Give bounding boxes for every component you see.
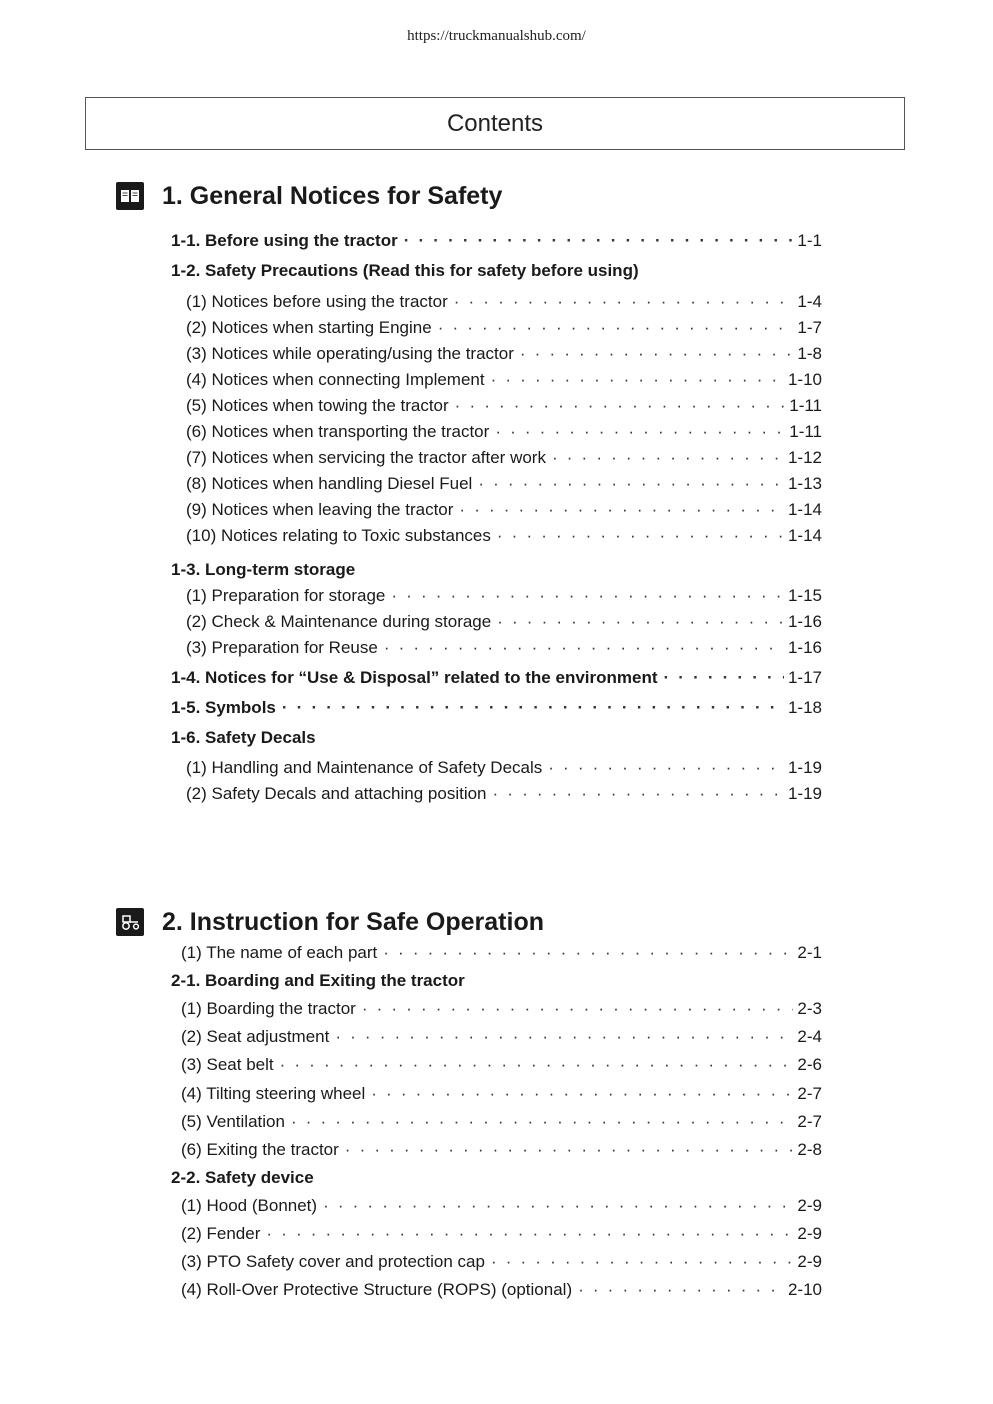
toc-entry-label: 1-2. Safety Precautions (Read this for safety before using) [171,261,639,280]
toc-entry [181,1224,822,1244]
toc-entry-label: (3) Seat belt [181,1055,274,1074]
toc-entry [181,1252,822,1272]
dot-leader [438,318,794,338]
dot-leader [323,1196,793,1216]
dot-leader [384,638,784,658]
toc-page-number: 2-10 [787,1279,822,1299]
toc-entry-label: (5) Notices when towing the tractor [186,395,449,415]
toc-page-number: 1-7 [797,317,822,337]
section-heading [116,904,836,940]
dot-leader [335,1027,793,1047]
toc-entry-label: (7) Notices when servicing the tractor after work [186,447,546,467]
toc-entry-label: (4) Notices when connecting Implement [186,369,485,389]
toc-page-number: 2-9 [797,1195,822,1215]
toc-page-number: 1-11 [789,395,822,415]
dot-leader [280,1055,794,1075]
toc-entry [186,586,822,606]
dot-leader [391,586,784,606]
toc-section-entry [171,698,822,718]
toc-entry-label: (3) Preparation for Reuse [186,637,378,657]
toc-page-number: 2-9 [797,1251,822,1271]
dot-leader [282,698,784,718]
section-heading [116,178,836,214]
toc-section-entry [171,1168,314,1188]
toc-page-number: 2-8 [797,1139,822,1159]
dot-leader [371,1084,793,1104]
toc-entry-label: (1) The name of each part [181,943,378,962]
toc-page-number: 1-14 [787,499,822,519]
dot-leader [664,668,784,688]
dot-leader [266,1224,793,1244]
toc-entry [181,1112,822,1132]
toc-entry [181,999,822,1019]
toc-entry [186,292,822,312]
contents-title: Contents [446,109,544,137]
toc-entry [181,1084,822,1104]
toc-entry-label: (2) Fender [181,1223,261,1243]
toc-entry [181,1140,822,1160]
toc-page-number: 1-4 [797,292,822,311]
toc-page-number: 1-18 [787,697,822,717]
dot-leader [478,474,784,494]
toc-page-number: 1-16 [787,637,822,657]
toc-entry-label: (8) Notices when handling Diesel Fuel [186,473,473,493]
toc-entry [186,638,822,658]
dot-leader [491,1252,793,1272]
toc-entry [181,1196,822,1216]
toc-entry-label: 1-3. Long-term storage [171,559,356,579]
toc-entry-label: (2) Safety Decals and attaching position [186,783,487,803]
toc-page-number: 1-15 [787,585,822,605]
toc-page-number: 1-19 [787,757,822,777]
toc-entry-label: 1-4. Notices for “Use & Disposal” related to the environment [171,667,658,687]
toc-page-number: 1-12 [787,447,822,467]
dot-leader [291,1112,793,1132]
toc-entry [186,422,822,442]
toc-entry [181,1055,822,1075]
toc-page-number: 2-7 [797,1083,822,1103]
toc-entry [186,474,822,494]
dot-leader [548,758,784,778]
toc-entry-label: (1) Hood (Bonnet) [181,1195,318,1215]
dot-leader [459,500,784,520]
toc-entry-label: (10) Notices relating to Toxic substances [186,525,491,545]
dot-leader [520,344,794,364]
toc-entry [186,448,822,468]
toc-entry [186,370,822,390]
toc-entry-label: (1) Preparation for storage [186,585,386,605]
toc-entry-label: 1-1. Before using the tractor [171,231,398,250]
dot-leader [362,999,794,1019]
toc-page-number: 2-4 [797,1027,822,1046]
dot-leader [493,784,784,804]
book-icon [116,182,144,210]
contents-header-box [85,97,905,150]
toc-entry [186,500,822,520]
toc-entry [186,396,822,416]
toc-section-entry [171,261,639,281]
toc-entry [186,318,822,338]
dot-leader [552,448,784,468]
toc-section-entry [171,231,822,251]
toc-entry-label: (6) Notices when transporting the tractor [186,421,490,441]
toc-page-number: 1-8 [797,343,822,363]
source-url: https://truckmanualshub.com/ [407,28,586,44]
toc-entry-label: 2-2. Safety device [171,1167,314,1187]
toc-entry [181,1027,822,1047]
toc-page-number: 2-1 [797,943,822,962]
toc-entry-label: (6) Exiting the tractor [181,1139,339,1159]
toc-entry-label: (4) Tilting steering wheel [181,1083,366,1103]
toc-section-entry [171,560,355,580]
section-title: 2. Instruction for Safe Operation [162,907,544,936]
toc-entry-label: (5) Ventilation [181,1111,285,1131]
toc-entry [186,784,822,804]
toc-page-number: 1-17 [787,667,822,687]
toc-entry-label: (1) Handling and Maintenance of Safety Decals [186,757,543,777]
dot-leader [455,396,786,416]
toc-page-number: 2-7 [797,1111,822,1131]
dot-leader [345,1140,794,1160]
toc-entry [186,758,822,778]
toc-page-number: 2-9 [797,1223,822,1243]
section-safe-operation [116,904,836,1299]
dot-leader [454,292,794,312]
toc-page-number: 1-11 [789,421,822,441]
dot-leader [578,1280,784,1300]
toc-section-entry [171,668,822,688]
toc-entry-label: (1) Notices before using the tractor [186,292,448,311]
toc-entry [181,1280,822,1300]
toc-entry-label: (3) Notices while operating/using the tractor [186,343,514,363]
tractor-icon [116,908,144,936]
dot-leader [497,612,784,632]
toc-page-number: 1-19 [787,783,822,803]
toc-entry-label: (3) PTO Safety cover and protection cap [181,1251,485,1271]
toc-entry-label: 1-6. Safety Decals [171,727,316,747]
toc-section-entry [171,971,465,991]
toc-page-number: 1-13 [787,473,822,493]
dot-leader [497,526,784,546]
toc-entry-label: (2) Check & Maintenance during storage [186,611,492,631]
toc-section-entry [171,728,316,748]
toc-entry [186,526,822,546]
toc-entry [186,344,822,364]
dot-leader [495,422,785,442]
toc-entry-label: (1) Boarding the tractor [181,999,356,1018]
toc-entry-label: (4) Roll-Over Protective Structure (ROPS) (optional) [181,1279,573,1299]
dot-leader [383,943,793,963]
dot-leader [404,231,794,251]
dot-leader [491,370,784,390]
toc-page-number: 1-1 [797,231,822,250]
toc-entry-label: 2-1. Boarding and Exiting the tractor [171,971,465,990]
section-general-notices [116,178,836,803]
toc-entry-label: (2) Notices when starting Engine [186,317,432,337]
toc-entry-label: (2) Seat adjustment [181,1027,330,1046]
toc-page-number: 2-6 [797,1055,822,1074]
toc-page-number: 2-3 [797,999,822,1018]
toc-entry-label: 1-5. Symbols [171,697,276,717]
toc-page-number: 1-16 [787,611,822,631]
toc-entry-label: (9) Notices when leaving the tractor [186,499,454,519]
toc-entry [186,612,822,632]
toc-entry [181,943,822,963]
section-title: 1. General Notices for Safety [162,181,503,210]
toc-page-number: 1-10 [787,369,822,389]
toc-page-number: 1-14 [787,525,822,545]
